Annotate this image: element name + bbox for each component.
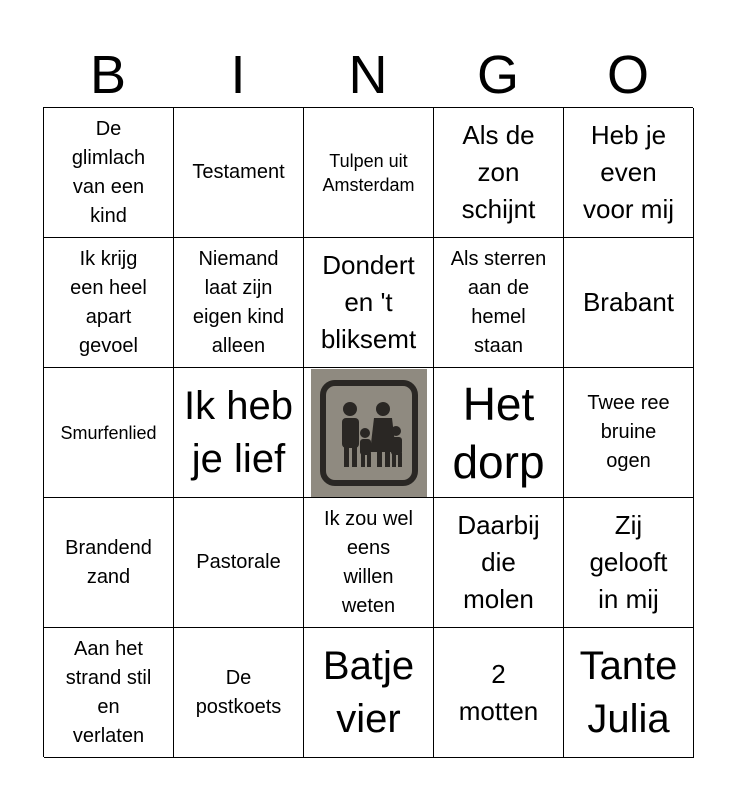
bingo-header <box>43 42 693 108</box>
bingo-cell[interactable]: Brabant <box>564 238 694 368</box>
bingo-cell[interactable]: Dondert en 't bliksemt <box>304 238 434 368</box>
bingo-board <box>43 107 693 757</box>
bingo-cell[interactable]: Ik krijg een heel apart gevoel <box>44 238 174 368</box>
bingo-cell[interactable]: De glimlach van een kind <box>44 108 174 238</box>
bingo-cell[interactable]: Testament <box>174 108 304 238</box>
header-letter-o: O <box>606 45 649 105</box>
header-letter-i: I <box>230 45 246 105</box>
header-letter-n: N <box>348 45 388 105</box>
bingo-cell[interactable]: Ik zou wel eens willen weten <box>304 498 434 628</box>
free-space-cell[interactable] <box>304 368 434 498</box>
bingo-cell[interactable]: Het dorp <box>434 368 564 498</box>
bingo-cell[interactable]: De postkoets <box>174 628 304 758</box>
bingo-cell[interactable]: Tante Julia <box>564 628 694 758</box>
family-pictogram-icon <box>317 375 421 491</box>
bingo-cell[interactable]: Smurfenlied <box>44 368 174 498</box>
bingo-cell[interactable]: Als de zon schijnt <box>434 108 564 238</box>
bingo-cell[interactable]: 2 motten <box>434 628 564 758</box>
bingo-cell[interactable]: Ik heb je lief <box>174 368 304 498</box>
bingo-cell[interactable]: Daarbij die molen <box>434 498 564 628</box>
bingo-cell[interactable]: Als sterren aan de hemel staan <box>434 238 564 368</box>
header-letter-b: B <box>89 45 127 105</box>
bingo-cell[interactable]: Zij gelooft in mij <box>564 498 694 628</box>
bingo-cell[interactable]: Brandend zand <box>44 498 174 628</box>
bingo-cell[interactable]: Tulpen uit Amsterdam <box>304 108 434 238</box>
free-space-image <box>311 369 427 497</box>
bingo-cell[interactable]: Twee ree bruine ogen <box>564 368 694 498</box>
bingo-cell[interactable]: Aan het strand stil en verlaten <box>44 628 174 758</box>
bingo-cell[interactable]: Batje vier <box>304 628 434 758</box>
header-letter-g: G <box>476 45 519 105</box>
bingo-cell[interactable]: Heb je even voor mij <box>564 108 694 238</box>
bingo-cell[interactable]: Niemand laat zijn eigen kind alleen <box>174 238 304 368</box>
bingo-cell[interactable]: Pastorale <box>174 498 304 628</box>
